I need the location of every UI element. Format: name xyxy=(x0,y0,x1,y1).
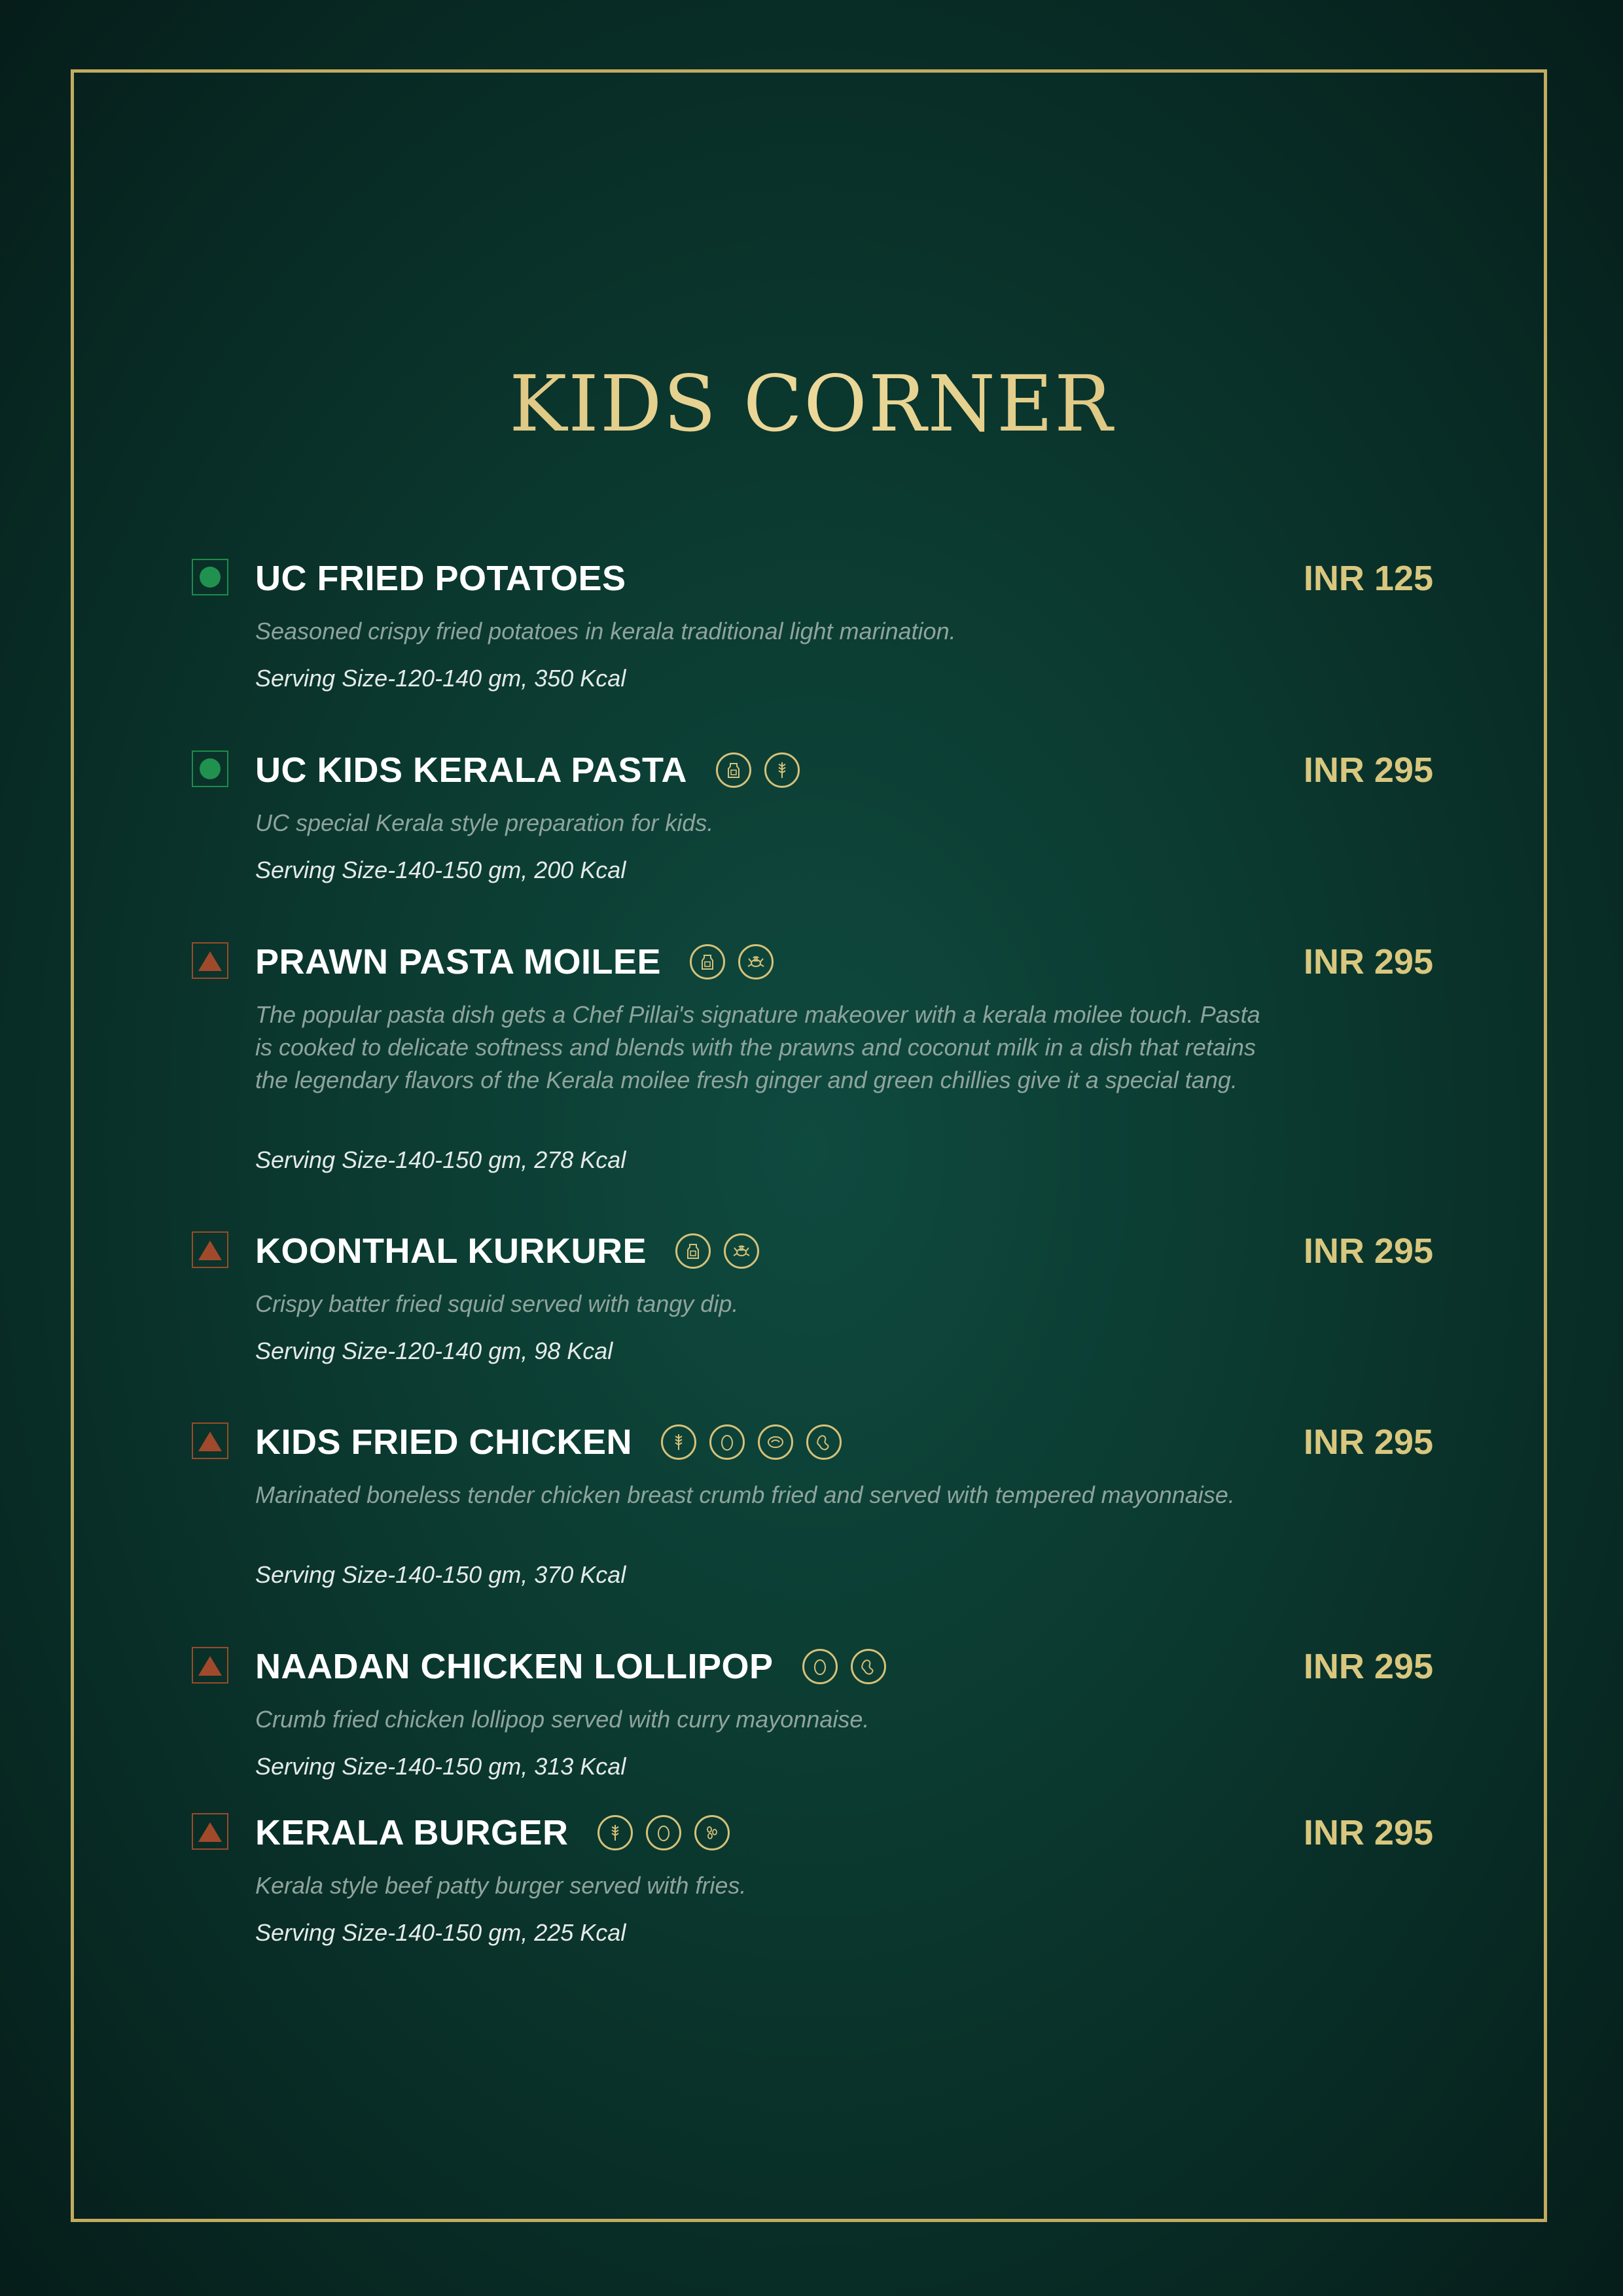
item-header xyxy=(255,557,626,599)
item-serving-size: Serving Size-140-150 gm, 278 Kcal xyxy=(255,1146,626,1173)
item-serving-size: Serving Size-140-150 gm, 370 Kcal xyxy=(255,1561,626,1588)
peanut-icon xyxy=(806,1424,842,1460)
nonveg-indicator-icon xyxy=(192,1813,228,1850)
crustacean-icon xyxy=(724,1233,759,1269)
item-header xyxy=(255,941,787,983)
item-serving-size: Serving Size-120-140 gm, 350 Kcal xyxy=(255,665,626,692)
item-serving-size: Serving Size-140-150 gm, 313 Kcal xyxy=(255,1753,626,1780)
allergen-icons xyxy=(716,752,813,788)
nonveg-indicator-icon xyxy=(192,1422,228,1459)
item-serving-size: Serving Size-120-140 gm, 98 Kcal xyxy=(255,1337,613,1364)
item-price: INR 125 xyxy=(1303,559,1433,598)
veg-indicator-icon xyxy=(192,751,228,787)
item-price: INR 295 xyxy=(1303,751,1433,790)
milk-icon xyxy=(675,1233,711,1269)
item-header xyxy=(255,749,813,791)
nonveg-indicator-icon xyxy=(192,942,228,979)
item-header xyxy=(255,1421,855,1463)
allergen-icons xyxy=(802,1649,899,1684)
item-name: PRAWN PASTA MOILEE xyxy=(255,942,662,981)
item-name: KOONTHAL KURKURE xyxy=(255,1231,647,1271)
crustacean-icon xyxy=(738,944,774,980)
milk-icon xyxy=(690,944,725,980)
veg-indicator-icon xyxy=(192,559,228,595)
peanut-icon xyxy=(851,1649,886,1684)
gluten-icon xyxy=(597,1815,633,1850)
page-title: KIDS CORNER xyxy=(0,359,1623,449)
item-price: INR 295 xyxy=(1303,1813,1433,1852)
gluten-icon xyxy=(764,752,800,788)
item-description: The popular pasta dish gets a Chef Pillai's signature makeover with a kerala moilee touch. Pasta is cooked to delicate softness and blends with the prawns and coconut milk in a dish that retains the legendary flavors of the Kerala moilee fresh ginger and green chillies give it a special tang. xyxy=(255,1001,1260,1093)
item-price: INR 295 xyxy=(1303,1422,1433,1462)
allergen-icons xyxy=(690,944,787,980)
allergen-icons xyxy=(597,1815,743,1850)
allergen-icons xyxy=(661,1424,855,1460)
nonveg-indicator-icon xyxy=(192,1647,228,1684)
item-price: INR 295 xyxy=(1303,1647,1433,1686)
item-description: Crumb fried chicken lollipop served with curry mayonnaise. xyxy=(255,1706,870,1733)
item-name: KERALA BURGER xyxy=(255,1813,569,1852)
item-price: INR 295 xyxy=(1303,1231,1433,1271)
item-name: UC FRIED POTATOES xyxy=(255,559,626,598)
item-serving-size: Serving Size-140-150 gm, 225 Kcal xyxy=(255,1919,626,1946)
item-description: Kerala style beef patty burger served with fries. xyxy=(255,1872,747,1899)
sesame-icon xyxy=(694,1815,730,1850)
item-price: INR 295 xyxy=(1303,942,1433,981)
nonveg-indicator-icon xyxy=(192,1231,228,1268)
item-name: NAADAN CHICKEN LOLLIPOP xyxy=(255,1647,774,1686)
gluten-icon xyxy=(661,1424,696,1460)
item-description: Seasoned crispy fried potatoes in kerala traditional light marination. xyxy=(255,618,956,645)
item-description: Marinated boneless tender chicken breast crumb fried and served with tempered mayonnaise. xyxy=(255,1481,1235,1508)
egg-icon xyxy=(646,1815,681,1850)
item-header xyxy=(255,1812,743,1854)
egg-icon xyxy=(802,1649,838,1684)
item-header xyxy=(255,1646,899,1687)
item-description: UC special Kerala style preparation for kids. xyxy=(255,809,714,836)
item-name: UC KIDS KERALA PASTA xyxy=(255,751,688,790)
item-name: KIDS FRIED CHICKEN xyxy=(255,1422,633,1462)
item-serving-size: Serving Size-140-150 gm, 200 Kcal xyxy=(255,857,626,883)
item-description: Crispy batter fried squid served with tangy dip. xyxy=(255,1290,739,1317)
egg-icon xyxy=(709,1424,745,1460)
milk-icon xyxy=(716,752,751,788)
allergen-icons xyxy=(675,1233,772,1269)
soy-icon xyxy=(758,1424,793,1460)
item-header xyxy=(255,1230,772,1272)
